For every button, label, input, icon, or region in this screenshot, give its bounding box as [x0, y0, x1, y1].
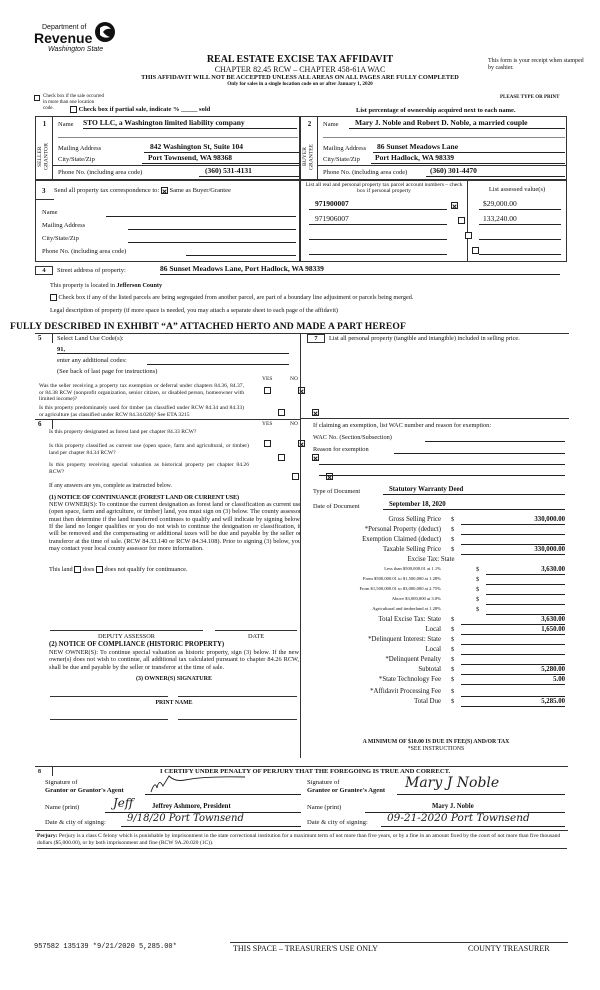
buyer-mail-value[interactable]: 86 Sunset Meadows Lane [373, 143, 565, 153]
parcel-number[interactable]: 971906007 [309, 215, 447, 225]
tax-row-label: *State Technology Fee [378, 676, 441, 683]
assessed-value-header: List assessed value(s) [488, 186, 546, 193]
buyer-name-line2 [323, 137, 565, 138]
see-back-note: (See back of last page for instructions) [57, 368, 158, 375]
county-treasurer: COUNTY TREASURER [468, 944, 550, 953]
grantee-sig-label-2: Grantee or Grantee's Agent [307, 787, 386, 794]
form-warning: THIS AFFIDAVIT WILL NOT BE ACCEPTED UNLESS ALL AREAS ON ALL PAGES ARE FULLY COMPLETED [141, 74, 459, 81]
doc-type-value[interactable]: Statutory Warranty Deed [383, 486, 565, 495]
answer-yes-checkbox[interactable] [278, 409, 285, 416]
buyer-name-label: Name [323, 121, 339, 128]
tax-row-value[interactable] [486, 576, 565, 585]
segregated-checkbox[interactable] [50, 294, 57, 301]
multi-location-label: Check box if the sale occurred in more than one location code. [43, 94, 104, 111]
doc-date-value[interactable]: September 18, 2020 [383, 501, 565, 510]
personal-property-field[interactable] [329, 351, 565, 415]
seller-city-label: City/State/Zip [58, 156, 95, 163]
reason-field-3[interactable] [319, 470, 565, 476]
tax-row-value[interactable]: 5,280.00 [461, 666, 565, 675]
grantor-signature-field[interactable] [145, 780, 301, 795]
owner-sign-line-2[interactable] [178, 696, 297, 697]
answer-yes-checkbox[interactable] [278, 454, 285, 461]
land-use-code[interactable]: 91, [57, 346, 289, 354]
seller-section-number: 1 [42, 120, 47, 128]
print-line-2[interactable] [178, 719, 297, 720]
section6-num-divider [52, 419, 53, 429]
cert-topline [35, 766, 568, 767]
tax-row-label: Total Excise Tax: State [378, 616, 441, 623]
dor-logo-icon [94, 20, 116, 44]
notice2-title: (2) NOTICE OF COMPLIANCE (HISTORIC PROPERTY) [49, 641, 225, 648]
tax-row-value[interactable] [486, 586, 565, 595]
exhibit-statement: FULLY DESCRIBED IN EXHIBIT “A” ATTACHED HERTO AND MADE A PART HEREOF [10, 321, 406, 332]
grantor-name-value: Jeffrey Ashmore, President [152, 803, 231, 810]
segregated-label: Check box if any of the listed parcels are being segregated from another parcel, are part of a boundary line adjustment or parcels being merged. [58, 294, 414, 301]
buyer-section-number: 2 [307, 120, 312, 128]
wac-field[interactable] [425, 434, 565, 442]
seller-phone-label: Phone No. (including area code) [58, 169, 143, 176]
please-type: PLEASE TYPE OR PRINT [500, 95, 560, 100]
grantor-sig-label-1: Signature of [45, 779, 78, 786]
answer-yes-checkbox[interactable] [264, 440, 271, 447]
seller-side-label: SELLER GRANTOR [37, 143, 50, 171]
dor-logo [34, 18, 114, 58]
minimum-fee-note: A MINIMUM OF $10.00 IS DUE IN FEE(S) AND/OR TAX [362, 739, 510, 745]
corr-name-field[interactable] [106, 209, 296, 217]
currency-symbol: $ [451, 666, 455, 673]
currency-symbol: $ [451, 656, 455, 663]
currency-symbol: $ [451, 698, 455, 705]
currency-symbol: $ [451, 688, 455, 695]
tax-row-value[interactable] [461, 688, 565, 697]
tax-row-value[interactable] [486, 606, 565, 615]
currency-symbol: $ [451, 526, 455, 533]
additional-codes-label: enter any additional codes: [57, 357, 127, 364]
continuance-text-c: does not qualify for continuance. [104, 566, 188, 573]
correspondence-text-row [54, 187, 231, 194]
street-label: Street address of property: [57, 267, 126, 274]
grantee-name-label: Name (print) [307, 804, 342, 811]
s6-yes-header: YES [262, 421, 273, 427]
wac-label: WAC No. (Section/Subsection) [313, 434, 392, 441]
assessed-value[interactable]: 133,240.00 [479, 215, 561, 225]
grantee-date-label: Date & city of signing: [307, 819, 368, 826]
continuance-text-b: does [82, 566, 95, 573]
tax-row-value[interactable]: 3,630.00 [461, 616, 565, 625]
notice2-body: NEW OWNER(S): To continue special valuation as historic property, sign (3) below. If the new owner(s) does not wish to continue, all additional tax calculated pursuant to chapter 84.26 RCW, shall be due and payable by the seller or transferor at the time of sale. [49, 649, 299, 671]
date-label: DATE [247, 633, 265, 640]
section6-number: 6 [38, 420, 42, 428]
currency-symbol: $ [451, 616, 455, 623]
notice1-body: NEW OWNER(S): To continue the current designation as forest land or classification as current use (open space, farm and agriculture, or timber) land, you must sign on (3) below. The county assessor must then determine if the land transferred continues to qualify and will indicate by signing below. If the land no longer qualifies or you do not wish to continue the designation or classification, it will be removed and the compensating or additional taxes will be due and payable by the seller or transferor at the time of sale. (RCW 84.33.140 or RCW 84.34.108). Prior to signing (3) below, you may contact your local county assessor for more information. [49, 501, 301, 553]
grantor-signature-mark [145, 774, 255, 794]
perjury-label: Perjury: [37, 833, 58, 839]
seller-name-line2 [58, 137, 298, 138]
owner-signature-label: (3) OWNER(S) SIGNATURE [136, 676, 212, 682]
buyer-city-label: City/State/Zip [323, 156, 360, 163]
grantee-date-value: 09-21-2020 Port Townsend [387, 812, 530, 824]
tax-row-value[interactable] [461, 536, 565, 545]
county-value: Jefferson County [116, 282, 163, 289]
seller-name-label: Name [58, 121, 74, 128]
section5-number: 5 [38, 334, 42, 342]
left-column [35, 333, 300, 758]
s5-no-header: NO [290, 376, 298, 382]
reason-field-2[interactable] [319, 459, 565, 465]
grantee-date-field[interactable] [381, 813, 565, 827]
seller-city-value[interactable]: Port Townsend, WA 98368 [142, 154, 299, 164]
grantee-name-value: Mary J. Noble [432, 803, 474, 810]
s5-yes-header: YES [262, 376, 273, 382]
treasurer-line [230, 942, 568, 943]
question-text: Was the seller receiving a property tax exemption or deferral under chapters 84.36, 84.37, or 84.38 RCW (nonprofit organization, senior citizen, or disabled person, homeowner with limited income)? [39, 383, 244, 403]
seller-mail-value[interactable]: 842 Washington St, Suite 104 [144, 143, 299, 153]
form-title: REAL ESTATE EXCISE TAX AFFIDAVIT [206, 54, 394, 65]
continuance-row [49, 566, 188, 573]
answer-yes-checkbox[interactable] [292, 473, 299, 480]
currency-symbol: $ [476, 596, 480, 603]
form-only-for: Only for sales in a single location code on or after January 1, 2020 [227, 81, 373, 87]
tax-row-label: Local [425, 626, 441, 633]
corr-name-label: Name [42, 209, 58, 216]
see-instructions-note: *SEE INSTRUCTIONS [407, 746, 465, 752]
tax-row-label: *Personal Property (deduct) [364, 526, 441, 533]
exemption-title: If claiming an exemption, list WAC number and reason for exemption: [313, 422, 492, 429]
continuance-does-checkbox[interactable] [74, 566, 81, 573]
section7-topline [301, 333, 569, 334]
reason-field-1[interactable] [394, 446, 565, 454]
currency-symbol: $ [476, 566, 480, 573]
tax-row-label: Less than $500,000.01 at 1.1% [384, 566, 441, 571]
buyer-city-value[interactable]: Port Hadlock, WA 98339 [371, 154, 565, 164]
currency-symbol: $ [451, 516, 455, 523]
corr-city-field[interactable] [128, 235, 296, 243]
question-text: Is this property receiving special valuation as historical property per chapter 84.26 RCW? [49, 462, 249, 475]
date-sign-line[interactable] [215, 630, 297, 631]
buyer-phone-value[interactable]: (360) 301-4470 [426, 167, 565, 177]
same-as-buyer-label: Same as Buyer/Grantee [169, 187, 231, 194]
excise-tax-header: Excise Tax: State [407, 556, 455, 563]
question-text: Is this property classified as current use (open space, farm and agricultural, or timber) land per chapter 84.34 RCW? [49, 443, 249, 456]
corr-mail-label: Mailing Address [42, 222, 86, 229]
section7-number: 7 [307, 334, 325, 343]
section5-num-divider [52, 333, 53, 343]
tax-row-label: Subtotal [418, 666, 441, 673]
personal-property-checkbox[interactable] [458, 217, 465, 224]
correspondence-divider [36, 199, 54, 200]
grantor-name-field[interactable] [105, 796, 301, 813]
corr-city-label: City/State/Zip [42, 235, 79, 242]
grantor-date-field[interactable] [121, 813, 301, 827]
grantee-sig-label-1: Signature of [307, 779, 340, 786]
county-text: This property is located in [50, 282, 115, 289]
tax-row-label: Agricultural and timberland at 1.28% [372, 606, 441, 611]
corr-mail-field[interactable] [128, 222, 296, 230]
grantor-name-label: Name (print) [45, 804, 80, 811]
tax-row-label: From $500,000.01 to $1,500,000 at 1.28% [362, 576, 441, 581]
cert-section-number: 8 [38, 769, 41, 775]
seller-name-value[interactable]: STO LLC, a Washington limited liability company [83, 119, 297, 129]
assessed-value[interactable] [479, 245, 561, 255]
grantor-sig-label-2: Grantor or Grantor's Agent [45, 787, 124, 794]
grantor-date-value: 9/18/20 Port Townsend [127, 813, 244, 824]
currency-symbol: $ [451, 536, 455, 543]
grantee-name-field[interactable] [365, 799, 565, 813]
tax-row-label: *Affidavit Processing Fee [370, 688, 441, 695]
question-text: Is this property designated as forest land per chapter 84.33 RCW? [49, 429, 197, 435]
multi-location-checkbox[interactable] [34, 95, 40, 101]
logo-revenue: Revenue [34, 30, 93, 46]
tax-row-label: Local [425, 646, 441, 653]
corr-phone-label: Phone No. (including area code) [42, 248, 127, 255]
legal-label: Legal description of property (if more space is needed, you may attach a separate sheet to each page of the affidavit) [50, 307, 338, 314]
tax-row-label: Taxable Selling Price [382, 546, 441, 553]
deputy-sign-line[interactable] [50, 630, 203, 631]
tax-row-label: *Delinquent Penalty [385, 656, 441, 663]
parcels-header: List all real and personal property tax parcel account numbers – check box if personal property [305, 182, 463, 195]
cert-num-divider [52, 766, 53, 776]
tax-row-value[interactable]: 5,285.00 [461, 698, 565, 707]
buyer-section [300, 116, 567, 180]
currency-symbol: $ [451, 646, 455, 653]
correspondence-section-number: 3 [42, 187, 46, 195]
currency-symbol: $ [476, 586, 480, 593]
tax-row-value[interactable]: 330,000.00 [461, 516, 565, 525]
buyer-mail-label: Mailing Address [323, 145, 367, 152]
correspondence-text: Send all property tax correspondence to: [54, 187, 160, 194]
tax-row-value[interactable] [461, 646, 565, 655]
tax-row-value[interactable]: 3,630.00 [486, 566, 565, 575]
personal-property-checkbox[interactable] [472, 247, 479, 254]
same-as-buyer-checkbox[interactable] [161, 187, 168, 194]
county-row [50, 282, 162, 289]
personal-property-checkbox[interactable] [465, 232, 472, 239]
perjury-text: Perjury is a class C felony which is punishable by imprisonment in the state correctional institution for a maximum term of not more than five years, or by a fine in an amount fixed by the court of not more than five thousand dollars ($5,000.00), or by both imprisonment and fine (RCW 9A.20.020 (1C)). [37, 833, 561, 846]
currency-symbol: $ [451, 676, 455, 683]
tax-row-label: Above $3,000,000 at 3.0% [391, 596, 441, 601]
tax-row-value[interactable] [486, 596, 565, 605]
section6-topline [35, 419, 300, 420]
ownership-note: List percentage of ownership acquired next to each name. [356, 107, 516, 114]
tax-row-label: From $1,500,000.01 to $3,000,000 at 2.75% [359, 586, 441, 591]
tax-row-label: Exemption Claimed (deduct) [362, 536, 441, 543]
seller-phone-value[interactable]: (360) 531-4131 [199, 167, 299, 177]
perjury-notice [37, 833, 567, 849]
partial-sale-checkbox[interactable] [70, 106, 77, 113]
receipt-stamp: 957582 135139 *9/21/2020 5,285.00* [34, 943, 177, 951]
assessed-value[interactable] [479, 230, 561, 240]
tax-row-value[interactable]: 330,000.00 [461, 546, 565, 555]
if-yes-note: If any answers are yes, complete as instructed below. [49, 483, 172, 489]
street-value[interactable]: 86 Sunset Meadows Lane, Port Hadlock, WA 98339 [160, 265, 560, 275]
reason-label: Reason for exemption [313, 446, 369, 453]
deputy-assessor-label: DEPUTY ASSESSOR [98, 633, 155, 640]
perjury-divider [35, 830, 568, 831]
currency-symbol: $ [476, 606, 480, 613]
continuance-text-a: This land [49, 566, 73, 573]
tax-row-value[interactable]: 1,650.00 [461, 626, 565, 635]
assessed-value[interactable]: $29,000.00 [479, 200, 561, 210]
property-section-number: 4 [35, 266, 53, 275]
buyer-side-label: BUYER GRANTEE [302, 143, 315, 171]
corr-phone-field[interactable] [186, 248, 296, 256]
segregated-row [50, 294, 413, 301]
doc-date-label: Date of Document [313, 503, 360, 510]
buyer-phone-label: Phone No. (including area code) [323, 169, 408, 176]
form-subtitle: CHAPTER 82.45 RCW – CHAPTER 458-61A WAC [214, 65, 386, 74]
grantor-date-label: Date & city of signing: [45, 819, 106, 826]
notice1-title: (1) NOTICE OF CONTINUANCE (FOREST LAND OR CURRENT USE) [49, 494, 239, 501]
tax-row-label: Total Due [414, 698, 441, 705]
tax-row-value[interactable] [461, 636, 565, 645]
section5-topline [35, 333, 300, 334]
personal-property-checkbox[interactable] [451, 202, 458, 209]
tax-row-value[interactable]: 5.00 [461, 676, 565, 685]
partial-sale-label: Check box if partial sale, indicate % _____ sold [78, 106, 211, 113]
parcel-number[interactable] [309, 245, 447, 255]
seller-mail-label: Mailing Address [58, 145, 102, 152]
land-use-label: Select Land Use Code(s): [57, 335, 124, 342]
additional-codes-field[interactable] [147, 357, 289, 365]
treasurer-use: THIS SPACE – TREASURER'S USE ONLY [233, 944, 378, 953]
correspondence-section [35, 180, 300, 262]
seller-phone-box [53, 165, 300, 166]
exemption-divider [301, 418, 569, 419]
seller-section [35, 116, 300, 180]
currency-symbol: $ [476, 576, 480, 583]
grantee-signature-field[interactable] [397, 775, 565, 795]
certification-section [35, 766, 568, 878]
s6-no-header: NO [290, 421, 298, 427]
owner-sign-line-1[interactable] [50, 696, 168, 697]
buyer-name-value[interactable]: Mary J. Noble and Robert D. Noble, a married couple [349, 119, 565, 129]
receipt-note: This form is your receipt when stamped by cashier. [488, 58, 584, 71]
certify-statement: I CERTIFY UNDER PENALTY OF PERJURY THAT THE FOREGOING IS TRUE AND CORRECT. [160, 768, 451, 775]
currency-symbol: $ [451, 626, 455, 633]
parcel-number[interactable] [309, 230, 447, 240]
grantee-signature-value: Mary J Noble [405, 775, 500, 791]
logo-department: Department of [42, 24, 87, 31]
right-column [300, 333, 568, 758]
question-text: Is this property predominately used for timber (as classified under RCW 84.34 and 84.33) or agriculture (as classified under RCW 84.34.020)? See ETA 3215 [39, 405, 244, 418]
tax-row-value[interactable] [461, 656, 565, 665]
partial-sale-option [70, 106, 210, 113]
answer-yes-checkbox[interactable] [264, 387, 271, 394]
print-line-1[interactable] [50, 719, 168, 720]
logo-washington: Washington State [48, 46, 104, 53]
tax-row-label: *Delinquent Interest: State [368, 636, 441, 643]
currency-symbol: $ [451, 546, 455, 553]
currency-symbol: $ [451, 636, 455, 643]
tax-row-label: Gross Selling Price [388, 516, 441, 523]
grantor-name-handwritten: Jeff [113, 796, 134, 810]
parcels-section [300, 180, 567, 262]
continuance-does-not-checkbox[interactable] [96, 566, 103, 573]
personal-property-text: List all personal property (tangible and intangible) included in selling price. [329, 335, 520, 342]
print-name-label: PRINT NAME [155, 700, 193, 706]
parcel-number[interactable]: 971900007 [309, 200, 447, 210]
tax-row-value[interactable] [461, 526, 565, 535]
doc-type-label: Type of Document [313, 488, 361, 495]
